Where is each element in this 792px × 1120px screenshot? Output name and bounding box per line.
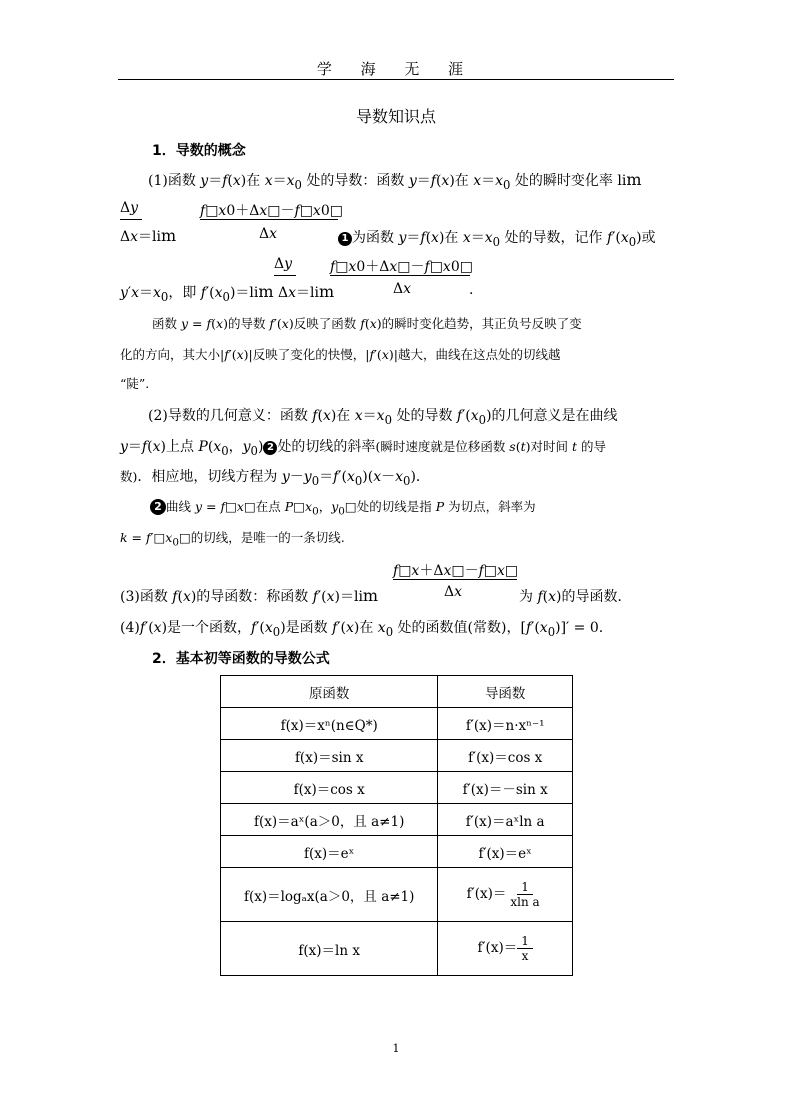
note-2-marker-icon: 2: [150, 499, 166, 515]
fraction-numerator: 1: [517, 880, 533, 895]
paragraph-2-line-1: (2)导数的几何意义：函数 f(x)在 $x=x_0$ 处的导数 $f'(x_0)$的几何意义是在曲线: [148, 408, 618, 427]
formula-numerator: f□x0＋Δx□－f□x0□: [200, 203, 343, 219]
table-cell-function: f(x)＝logₐx(a＞0，且 a≠1): [221, 868, 438, 922]
paragraph-1-line-2: 1 为函数 y＝f(x)在 $x=x_0$ 处的导数，记作 $f'(x_0)$或: [338, 227, 656, 249]
fraction-numerator: 1: [517, 934, 533, 949]
table-cell-function: f(x)＝aˣ(a＞0，且 a≠1): [221, 804, 438, 836]
derivative-fraction: [506, 880, 543, 909]
fraction-bar: [330, 275, 470, 276]
paragraph-2-line-3: 数)．相应地，切线方程为 $y-y_0=f'(x_0)(x-x_0)$．: [120, 469, 430, 488]
derivative-table: [220, 675, 573, 976]
sentence-end: .: [469, 282, 474, 298]
paragraph-4: (4)f′(x)是一个函数，$f'(x_0)$是函数 f′(x)在 $x_0$ 处的函数值(常数)，$[f'(x_0)]' = 0$.: [120, 620, 604, 639]
derivative-fraction: [517, 934, 533, 963]
fraction-bar: [200, 219, 338, 220]
document-title: 导数知识点: [355, 107, 436, 126]
note-2-line-2: $k = f'□x_0□$的切线，是唯一的一条切线.: [120, 530, 345, 549]
paragraph-2-line-2: y＝f(x)上点 $P(x_0$，$y_0$) 2 处的切线的斜率(瞬时速度就是位移函数 s(t)对时间 t 的导: [120, 439, 607, 458]
paragraph-1-line-3: $y'x=x_0$，即 $f'(x_0)=\lim$ Δx＝lim: [120, 282, 335, 304]
derivative-prefix: f′(x)＝: [477, 940, 518, 956]
table-header-original: 原函数: [221, 676, 438, 708]
paragraph-1-note-line-2: 化的方向，其大小|f′(x)|反映了变化的快慢，|f′(x)|越大，曲线在这点处的切线越: [120, 347, 561, 362]
paragraph-3-end: 为 f(x)的导函数．: [519, 589, 632, 605]
derivative-prefix: f′(x)＝: [466, 886, 507, 902]
section-1-heading: 1．导数的概念: [152, 143, 246, 159]
table-cell-derivative: [438, 868, 573, 922]
paragraph-1-note-line-3: “陡”.: [120, 376, 150, 391]
header-rule: [118, 79, 674, 80]
formula-denominator: Δx: [259, 226, 278, 242]
table-cell-derivative: f′(x)＝n·xⁿ⁻¹: [438, 708, 573, 740]
formula-denominator: Δx: [393, 281, 412, 297]
table-row: [221, 868, 573, 922]
paragraph-3: (3)函数 f(x)的导函数：称函数 f′(x)＝lim: [120, 586, 379, 605]
note-2-icon: 2: [263, 441, 277, 455]
table-cell-function: f(x)＝ln x: [221, 922, 438, 976]
table-cell-derivative: f′(x)＝eˣ: [438, 836, 573, 868]
formula-denominator: Δx: [444, 584, 463, 600]
note-1-icon: 1: [338, 232, 352, 246]
page-number: 1: [392, 1042, 400, 1055]
page-header: 学 海 无 涯: [316, 60, 476, 78]
table-cell-derivative: f′(x)＝cos x: [438, 740, 573, 772]
table-cell-function: f(x)＝eˣ: [221, 836, 438, 868]
table-row: [221, 708, 573, 740]
fraction-bar: [393, 579, 517, 580]
paragraph-1-line-1: (1)函数 y＝f(x)在 $x=x_0$ 处的导数：函数 y＝f(x)在 $x=x_0$ 处的瞬时变化率 lim: [148, 170, 642, 192]
table-row: [221, 922, 573, 976]
fraction-bar: [274, 275, 296, 276]
table-row: [221, 772, 573, 804]
fraction-bar: [120, 219, 142, 220]
formula-limit: Δx＝lim: [120, 226, 177, 245]
fraction-denominator: x: [521, 949, 529, 963]
formula-delta-y: Δy: [274, 256, 293, 272]
table-cell-derivative: f′(x)＝－sin x: [438, 772, 573, 804]
table-row: [221, 804, 573, 836]
formula-delta-y: Δy: [120, 200, 139, 216]
section-2-heading: 2．基本初等函数的导数公式: [152, 651, 330, 667]
table-header-derivative: 导函数: [438, 676, 573, 708]
table-cell-derivative: f′(x)＝aˣln a: [438, 804, 573, 836]
formula-numerator: f□x＋Δx□－f□x□: [393, 563, 519, 579]
table-cell-function: f(x)＝xⁿ(n∈Q*): [221, 708, 438, 740]
table-cell-derivative: [438, 922, 573, 976]
table-cell-function: f(x)＝cos x: [221, 772, 438, 804]
fraction-denominator: xln a: [510, 895, 540, 909]
table-cell-function: f(x)＝sin x: [221, 740, 438, 772]
formula-numerator: f□x0＋Δx□－f□x0□: [330, 259, 473, 275]
table-row: [221, 740, 573, 772]
table-row: [221, 836, 573, 868]
note-2-line-1: 2 曲线 y = f□x□在点 $P□x_0$，$y_0□$处的切线是指 P 为切点，斜率为: [150, 497, 536, 518]
paragraph-1-note-line-1: 函数 y = f(x)的导数 f′(x)反映了函数 f(x)的瞬时变化趋势，其正负号反映了变: [152, 316, 582, 331]
